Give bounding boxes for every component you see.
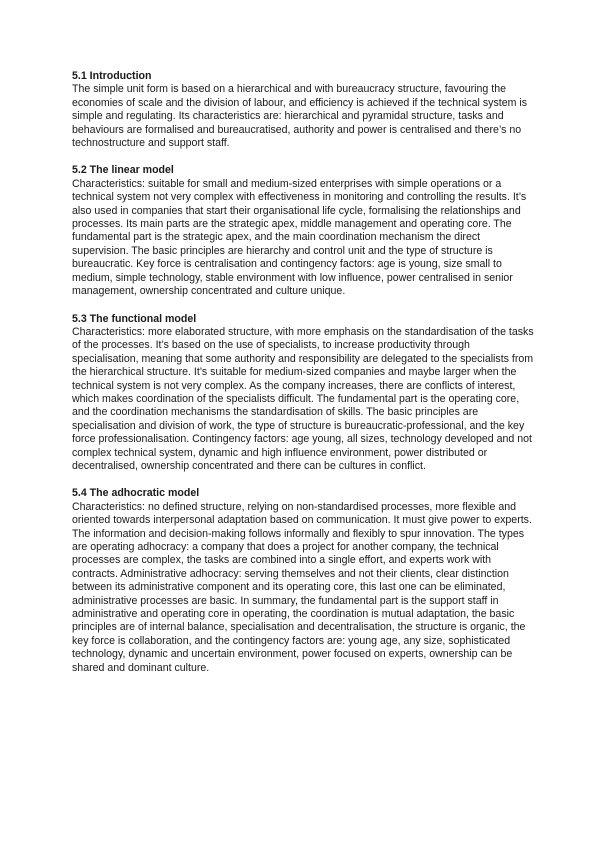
section-paragraph: Characteristics: more elaborated structure, with more emphasis on the standardisation of the tasks of the processes. It’s based on the use of specialists, to increase productivity through specialisation, meaning that some authority and responsibility are delegated to the specialists from the hierarchical structure. It’s suitable for medium-sized companies and maybe larger when the technical system is not very complex. As the company increases, there are conflicts of interest, which makes coordination of the specialists difficult. The fundamental part is the operating core, and the coordination mechanisms the standardisation of skills. The basic principles are specialisation and division of work, the type of structure is bureaucratic-professional, and the key force professionalisation. Contingency factors: age young, all sizes, technology developed and not complex technical system, dynamic and high influence environment, power distributed or decentralised, ownership concentrated and there can be cultures in conflict. [72,325,534,472]
section-heading: 5.1 Introduction [72,70,152,82]
section-heading: 5.2 The linear model [72,164,174,177]
section-paragraph: Characteristics: suitable for small and medium-sized enterprises with simple operations or a technical system not very complex with effectiveness in monitoring and controlling the results. It’s also used in companies that start their organisational life cycle, formalising the relationships and processes. Its main parts are the strategic apex, middle management and operating core. The fundamental part is the strategic apex, and the main coordination mechanism the direct supervision. The basic principles are hierarchy and control unit and the type of structure is bureaucratic. Key force is centralisation and contingency factors: age is young, size small to medium, simple technology, stable environment with low influence, power centralised in senior management, ownership concentrated and culture unique. [72,177,527,298]
section-functional-model [72,313,534,474]
section-heading: 5.4 The adhocratic model [72,487,200,500]
section-paragraph: The simple unit form is based on a hierarchical and with bureaucracy structure, favouring the economies of scale and the division of labour, and efficiency is achieved if the technical system is simple and regulating. Its characteristics are: hierarchical and pyramidal structure, tasks and behaviours are formalised and bureaucratised, authority and power is centralised and there’s no technostructure and support staff. [72,83,527,150]
section-introduction [72,70,534,150]
section-linear-model [72,164,534,298]
section-adhocratic-model [72,487,534,675]
document-page [72,70,534,689]
section-paragraph: Characteristics: no defined structure, relying on non-standardised processes, more flexible and oriented towards interpersonal adaptation based on communication. It must give power to experts. The information and decision-making follows informally and flexibly to spur innovation. The types are operating adhocracy: a company that does a project for another company, the technical processes are complex, the tasks are combined into a single effort, and experts work with contracts. Administrative adhocracy: serving themselves and not their clients, clear distinction between its administrative component and its operating core, this last one can be eliminated, administrative processes are basic. In summary, the fundamental part is the support staff in administrative and operating core in operating, the coordination is mutual adaptation, the basic principles are of internal balance, specialisation and decentralisation, the structure is organic, the key force is collaboration, and the contingency factors are: young age, any size, sophisticated technology, dynamic and uncertain environment, power focused on experts, ownership can be shared and dominant culture. [72,500,532,674]
section-heading: 5.3 The functional model [72,312,197,325]
